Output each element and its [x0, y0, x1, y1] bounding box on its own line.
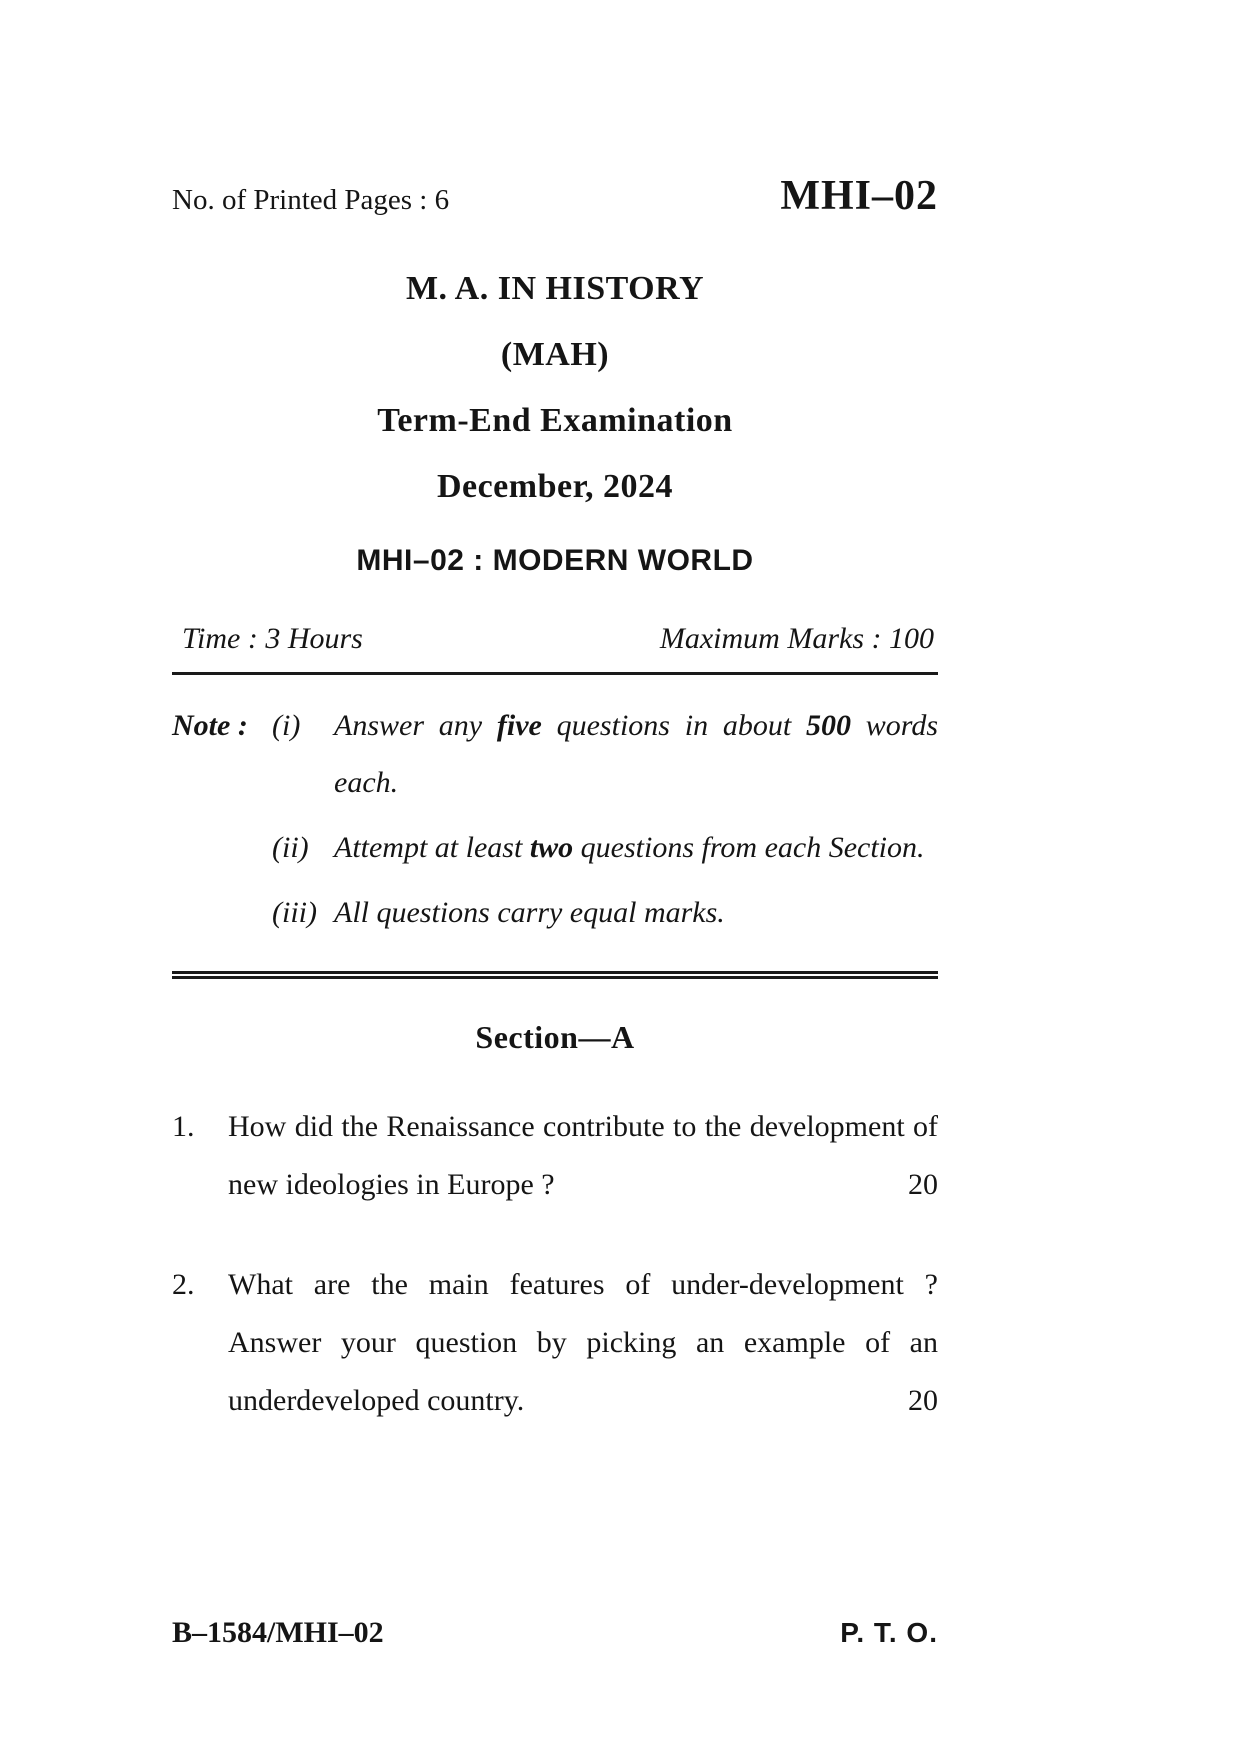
exam-session: December, 2024	[436, 468, 674, 505]
question-1-number: 1.	[172, 1110, 195, 1143]
time-allowed: Time : 3 Hours	[182, 622, 363, 655]
note-label-spacer	[172, 884, 272, 941]
note-block	[172, 697, 938, 941]
note-item-3-text	[334, 884, 938, 941]
maximum-marks: Maximum Marks : 100	[659, 622, 934, 655]
question-1-marks: 20	[908, 1167, 938, 1201]
question-2-marks: 20	[908, 1383, 938, 1417]
exam-name: Term-End Examination	[377, 402, 733, 439]
paper-reference-code: B–1584/MHI–02	[172, 1616, 384, 1649]
question-2-text: What are the main features of under-development ? Answer your question by picking an example of an underdeveloped country.	[228, 1267, 938, 1417]
note-item-1	[172, 697, 938, 811]
note-text-part: All questions carry equal marks.	[334, 896, 725, 929]
question-1	[172, 1098, 938, 1214]
question-2-number: 2.	[172, 1267, 195, 1301]
note-label: Note :	[172, 709, 248, 742]
time-marks-row	[172, 622, 938, 675]
note-text-part-bold: two	[529, 831, 574, 864]
question-2	[172, 1256, 938, 1430]
note-text-part: questions in about	[541, 709, 806, 742]
paper-code: MHI–02	[780, 173, 938, 219]
question-1-text: How did the Renaissance contribute to the development of new ideologies in Europe ?	[228, 1110, 938, 1201]
degree-title: M. A. IN HISTORY	[405, 270, 705, 307]
note-item-2-text	[334, 819, 938, 876]
note-item-3	[172, 884, 938, 941]
note-item-2	[172, 819, 938, 876]
note-text-part-bold: five	[496, 709, 542, 742]
question-2-body	[228, 1256, 938, 1430]
page-header	[172, 172, 938, 220]
note-item-2-number: (ii)	[272, 831, 309, 864]
exam-paper-page	[172, 0, 938, 1429]
note-text-part: words each.	[334, 709, 938, 799]
title-block	[172, 270, 938, 578]
note-text-part: Answer any	[334, 709, 497, 742]
note-item-3-number: (iii)	[272, 896, 317, 929]
note-item-1-text	[334, 697, 938, 811]
note-text-part-bold: 500	[805, 709, 851, 742]
course-title: MHI–02 : MODERN WORLD	[356, 544, 754, 577]
note-text-part: Attempt at least	[334, 831, 530, 864]
page-footer	[172, 1616, 938, 1650]
section-a-title: Section—A	[475, 1019, 635, 1055]
pto-label: P. T. O.	[840, 1617, 938, 1648]
question-1-body	[228, 1098, 938, 1214]
printed-pages-label: No. of Printed Pages : 6	[172, 184, 450, 216]
note-label-spacer	[172, 819, 272, 876]
section-divider-rule	[172, 971, 938, 979]
program-abbreviation: (MAH)	[500, 336, 610, 373]
note-text-part: questions from each Section.	[573, 831, 925, 864]
note-item-1-number: (i)	[272, 709, 301, 742]
